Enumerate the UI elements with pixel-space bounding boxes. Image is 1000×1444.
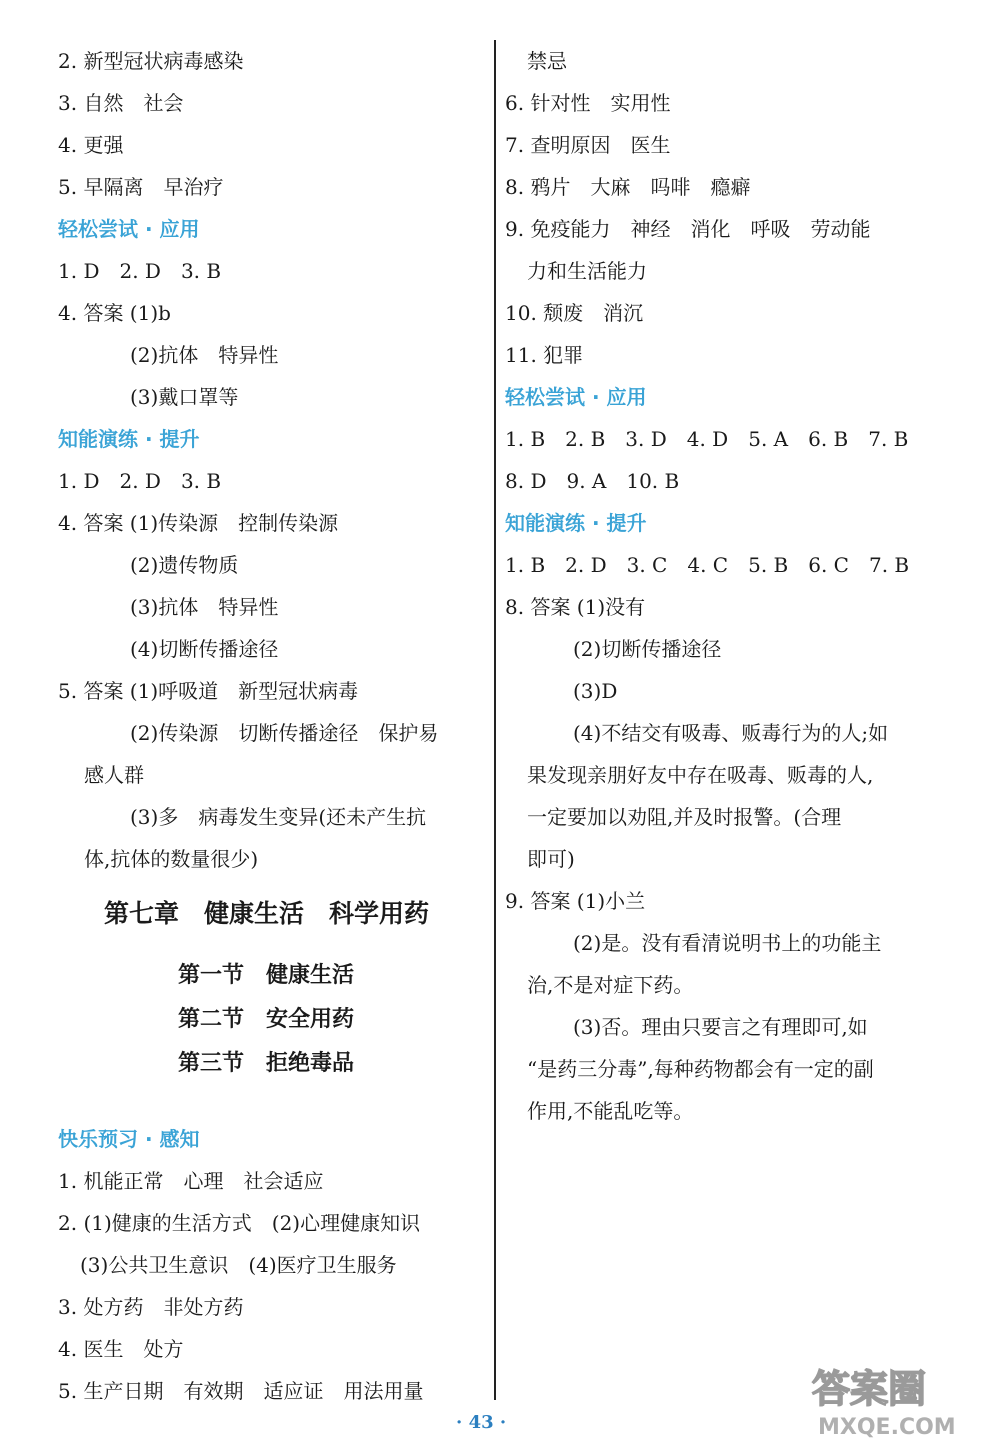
watermark-top-text: 答案圈 [812, 1367, 927, 1411]
answer-line: 5. 生产日期 有效期 适应证 用法用量 [58, 1379, 424, 1403]
answer-line: 即可) [527, 847, 575, 871]
answer-line: 1. D 2. D 3. B [58, 259, 222, 283]
watermark-bottom-text: MXQE.COM [818, 1415, 956, 1440]
page-number: · 43 · [456, 1412, 507, 1433]
answer-line: (3)公共卫生意识 (4)医疗卫生服务 [80, 1253, 397, 1277]
answer-line: 1. B 2. B 3. D 4. D 5. A 6. B 7. B [505, 427, 909, 451]
answer-line: 治,不是对症下药。 [527, 973, 694, 997]
answer-line: 9. 答案 (1)小兰 [505, 889, 646, 913]
answer-line: (2)传染源 切断传播途径 保护易 [130, 721, 439, 745]
answer-line: 9. 免疫能力 神经 消化 呼吸 劳动能 [505, 217, 871, 241]
answer-line: 10. 颓废 消沉 [505, 301, 644, 325]
answer-line: 禁忌 [527, 49, 567, 73]
answer-line: “是药三分毒”,每种药物都会有一定的副 [527, 1057, 874, 1081]
answer-line: 11. 犯罪 [505, 343, 584, 367]
subsection-title: 第二节 安全用药 [178, 1007, 355, 1032]
answer-line: 4. 答案 (1)b [58, 301, 171, 325]
answer-line: 3. 自然 社会 [58, 91, 184, 115]
page-number-value: 43 [468, 1412, 494, 1433]
answer-line: (3)戴口罩等 [130, 385, 239, 409]
answer-line: (3)D [573, 679, 618, 703]
answer-line: (3)抗体 特异性 [130, 595, 279, 619]
answer-line: 力和生活能力 [527, 259, 647, 283]
answer-line: 一定要加以劝阻,并及时报警。(合理 [527, 805, 842, 829]
answer-line: 1. B 2. D 3. C 4. C 5. B 6. C 7. B [505, 553, 910, 577]
section-heading: 快乐预习 · 感知 [58, 1127, 200, 1151]
answer-line: (4)不结交有吸毒、贩毒行为的人;如 [573, 721, 889, 745]
column-divider [494, 40, 496, 1400]
answer-line: 1. 机能正常 心理 社会适应 [58, 1169, 324, 1193]
answer-line: 5. 答案 (1)呼吸道 新型冠状病毒 [58, 679, 359, 703]
section-heading: 知能演练 · 提升 [58, 427, 200, 451]
answer-line: 4. 答案 (1)传染源 控制传染源 [58, 511, 339, 535]
answer-line: (2)抗体 特异性 [130, 343, 279, 367]
answer-line: 3. 处方药 非处方药 [58, 1295, 244, 1319]
answer-line: 7. 查明原因 医生 [505, 133, 671, 157]
answer-line: 8. 答案 (1)没有 [505, 595, 646, 619]
section-heading: 知能演练 · 提升 [505, 511, 647, 535]
section-heading: 轻松尝试 · 应用 [58, 217, 200, 241]
answer-line: (2)是。没有看清说明书上的功能主 [573, 931, 882, 955]
answer-line: (3)多 病毒发生变异(还未产生抗 [130, 805, 427, 829]
subsection-title: 第一节 健康生活 [178, 963, 355, 988]
answer-line: 6. 针对性 实用性 [505, 91, 671, 115]
answer-line: (3)否。理由只要言之有理即可,如 [573, 1015, 868, 1039]
answer-line: 5. 早隔离 早治疗 [58, 175, 224, 199]
answer-line: 8. D 9. A 10. B [505, 469, 680, 493]
chapter-title: 第七章 健康生活 科学用药 [104, 899, 430, 928]
answer-line: 4. 更强 [58, 133, 124, 157]
answer-line: 8. 鸦片 大麻 吗啡 瘾癖 [505, 175, 751, 199]
answer-line: 感人群 [84, 763, 144, 787]
answer-line: 4. 医生 处方 [58, 1337, 184, 1361]
answer-line: 作用,不能乱吃等。 [527, 1099, 694, 1123]
answer-line: 2. (1)健康的生活方式 (2)心理健康知识 [58, 1211, 421, 1235]
answer-line: 1. D 2. D 3. B [58, 469, 222, 493]
answer-line: 体,抗体的数量很少) [84, 847, 259, 871]
answer-line: 2. 新型冠状病毒感染 [58, 49, 244, 73]
answer-line: (2)切断传播途径 [573, 637, 722, 661]
answer-line: (2)遗传物质 [130, 553, 239, 577]
watermark-logo [808, 1362, 986, 1440]
answer-line: 果发现亲朋好友中存在吸毒、贩毒的人, [527, 763, 874, 787]
section-heading: 轻松尝试 · 应用 [505, 385, 647, 409]
answer-line: (4)切断传播途径 [130, 637, 279, 661]
subsection-title: 第三节 拒绝毒品 [178, 1051, 355, 1076]
